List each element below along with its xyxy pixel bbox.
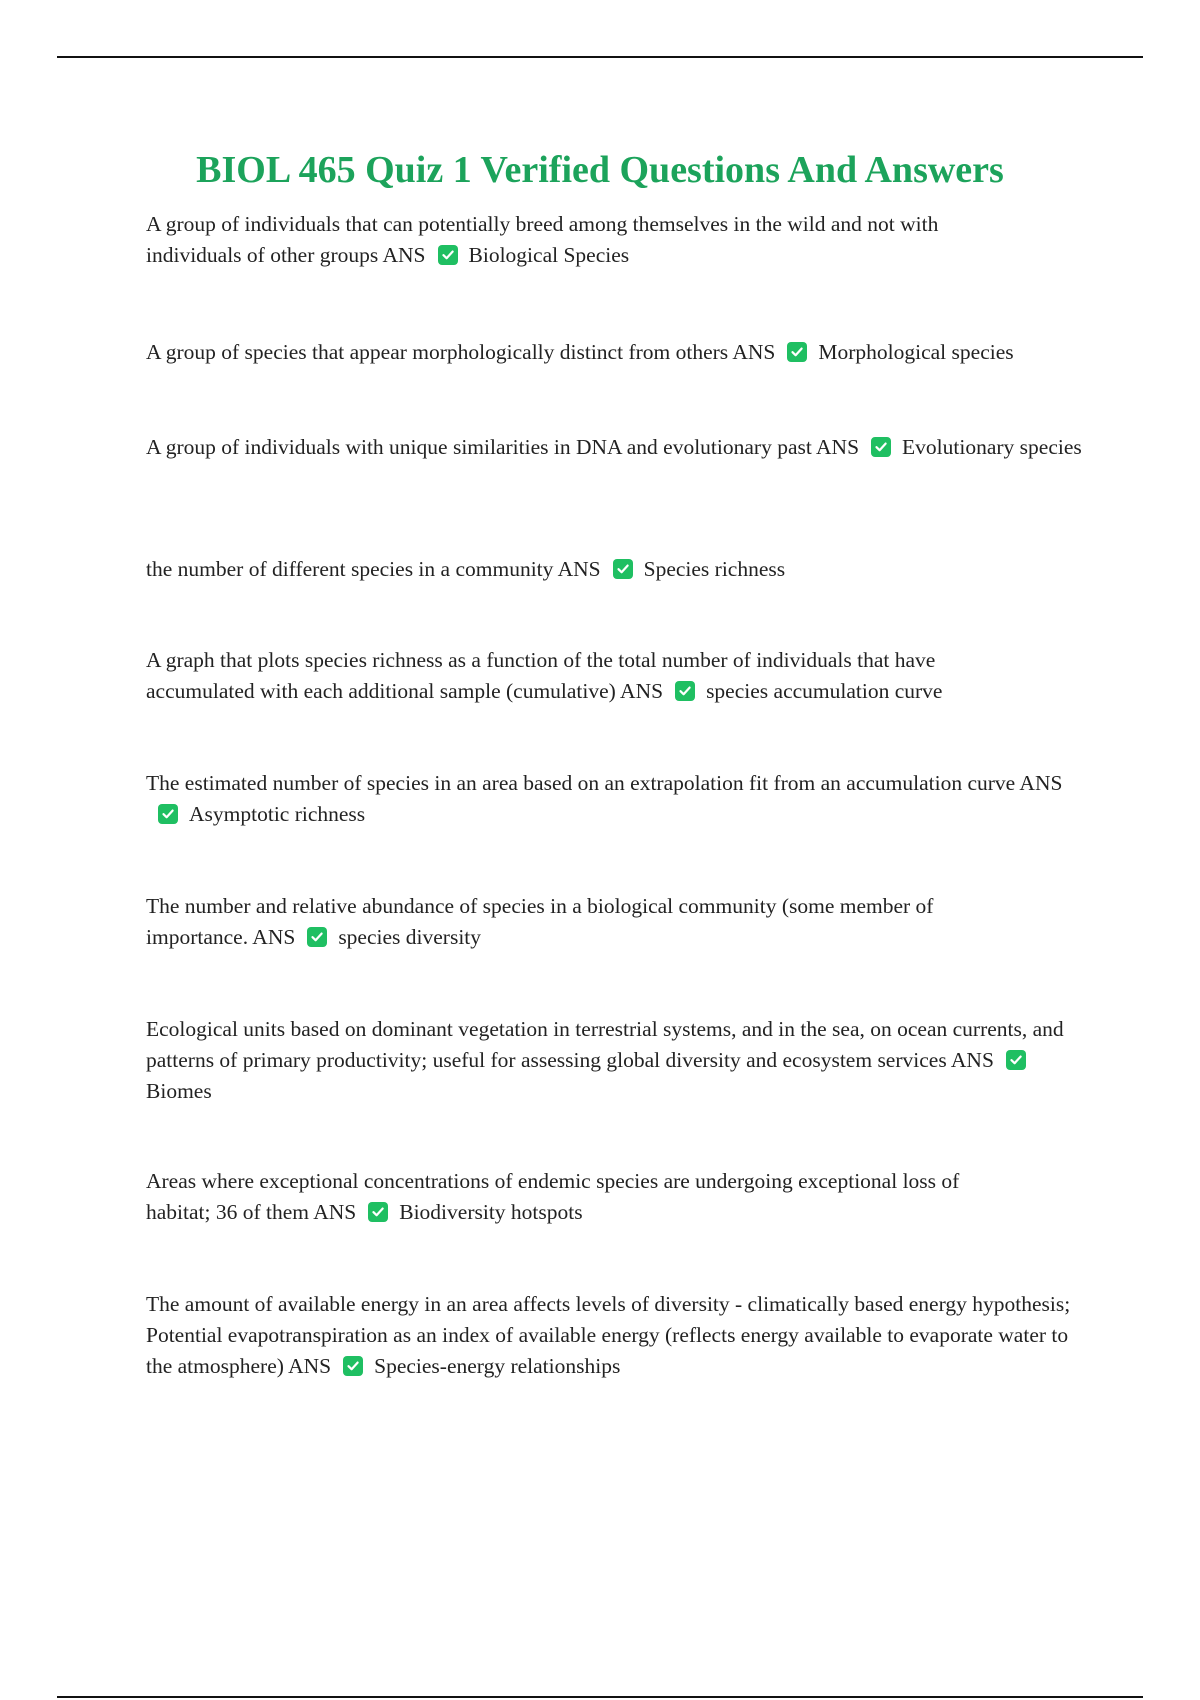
check-icon (871, 437, 891, 457)
question-text: the number of different species in a community (146, 557, 554, 581)
ans-marker: ANS (557, 557, 601, 581)
check-icon (438, 245, 458, 265)
question-text: Areas where exceptional concentrations of endemic species are undergoing exceptional loss of habitat; 36 of them (146, 1169, 960, 1224)
qa-item-4 (146, 554, 1086, 585)
check-icon (787, 342, 807, 362)
top-rule (57, 56, 1143, 58)
answer-text: Evolutionary species (902, 435, 1082, 459)
check-icon (343, 1356, 363, 1376)
check-icon (368, 1202, 388, 1222)
bottom-rule (57, 1696, 1143, 1698)
question-text: A group of species that appear morphologically distinct from others (146, 340, 729, 364)
check-icon (675, 681, 695, 701)
ans-marker: ANS (382, 243, 426, 267)
answer-text: Biomes (146, 1079, 212, 1103)
qa-item-7 (146, 891, 1026, 953)
answer-text: Morphological species (818, 340, 1014, 364)
check-icon (1006, 1050, 1026, 1070)
ans-marker: ANS (620, 679, 664, 703)
ans-marker: ANS (288, 1354, 332, 1378)
check-icon (307, 927, 327, 947)
answer-text: Biological Species (468, 243, 630, 267)
question-text: A group of individuals that can potentially breed among themselves in the wild and not with individuals of other groups (146, 212, 939, 267)
question-text: A group of individuals with unique similarities in DNA and evolutionary past (146, 435, 812, 459)
answer-text: Species richness (643, 557, 786, 581)
qa-item-9 (146, 1166, 1026, 1228)
qa-item-3 (146, 432, 1086, 463)
ans-marker: ANS (732, 340, 776, 364)
ans-marker: ANS (252, 925, 296, 949)
answer-text: Asymptotic richness (189, 802, 366, 826)
answer-text: species accumulation curve (706, 679, 943, 703)
qa-item-8 (146, 1014, 1086, 1107)
question-text: Ecological units based on dominant vegetation in terrestrial systems, and in the sea, on ocean currents, and patterns of primary productivity; useful for assessing global diversity and ecosystem services (146, 1017, 1064, 1072)
ans-marker: ANS (816, 435, 860, 459)
check-icon (158, 804, 178, 824)
question-text: The number and relative abundance of species in a biological community (some member of importance. (146, 894, 934, 949)
page-title: BIOL 465 Quiz 1 Verified Questions And Answers (196, 149, 1004, 191)
check-icon (613, 559, 633, 579)
ans-marker: ANS (1019, 771, 1063, 795)
ans-marker: ANS (313, 1200, 357, 1224)
qa-item-6 (146, 768, 1086, 830)
qa-item-10 (146, 1289, 1086, 1382)
question-text: The amount of available energy in an area affects levels of diversity - climatically based energy hypothesis; Potential evapotranspiration as an index of available energy (reflects energy available to evaporate water to the atmosphere) (146, 1292, 1071, 1378)
answer-text: Biodiversity hotspots (399, 1200, 583, 1224)
answer-text: species diversity (338, 925, 482, 949)
qa-item-2 (146, 337, 1086, 368)
qa-item-1 (146, 209, 1026, 271)
question-text: A graph that plots species richness as a function of the total number of individuals that have accumulated with each additional sample (cumulative) (146, 648, 936, 703)
ans-marker: ANS (950, 1048, 994, 1072)
question-text: The estimated number of species in an area based on an extrapolation fit from an accumulation curve (146, 771, 1016, 795)
answer-text: Species-energy relationships (374, 1354, 621, 1378)
qa-item-5 (146, 645, 1026, 707)
